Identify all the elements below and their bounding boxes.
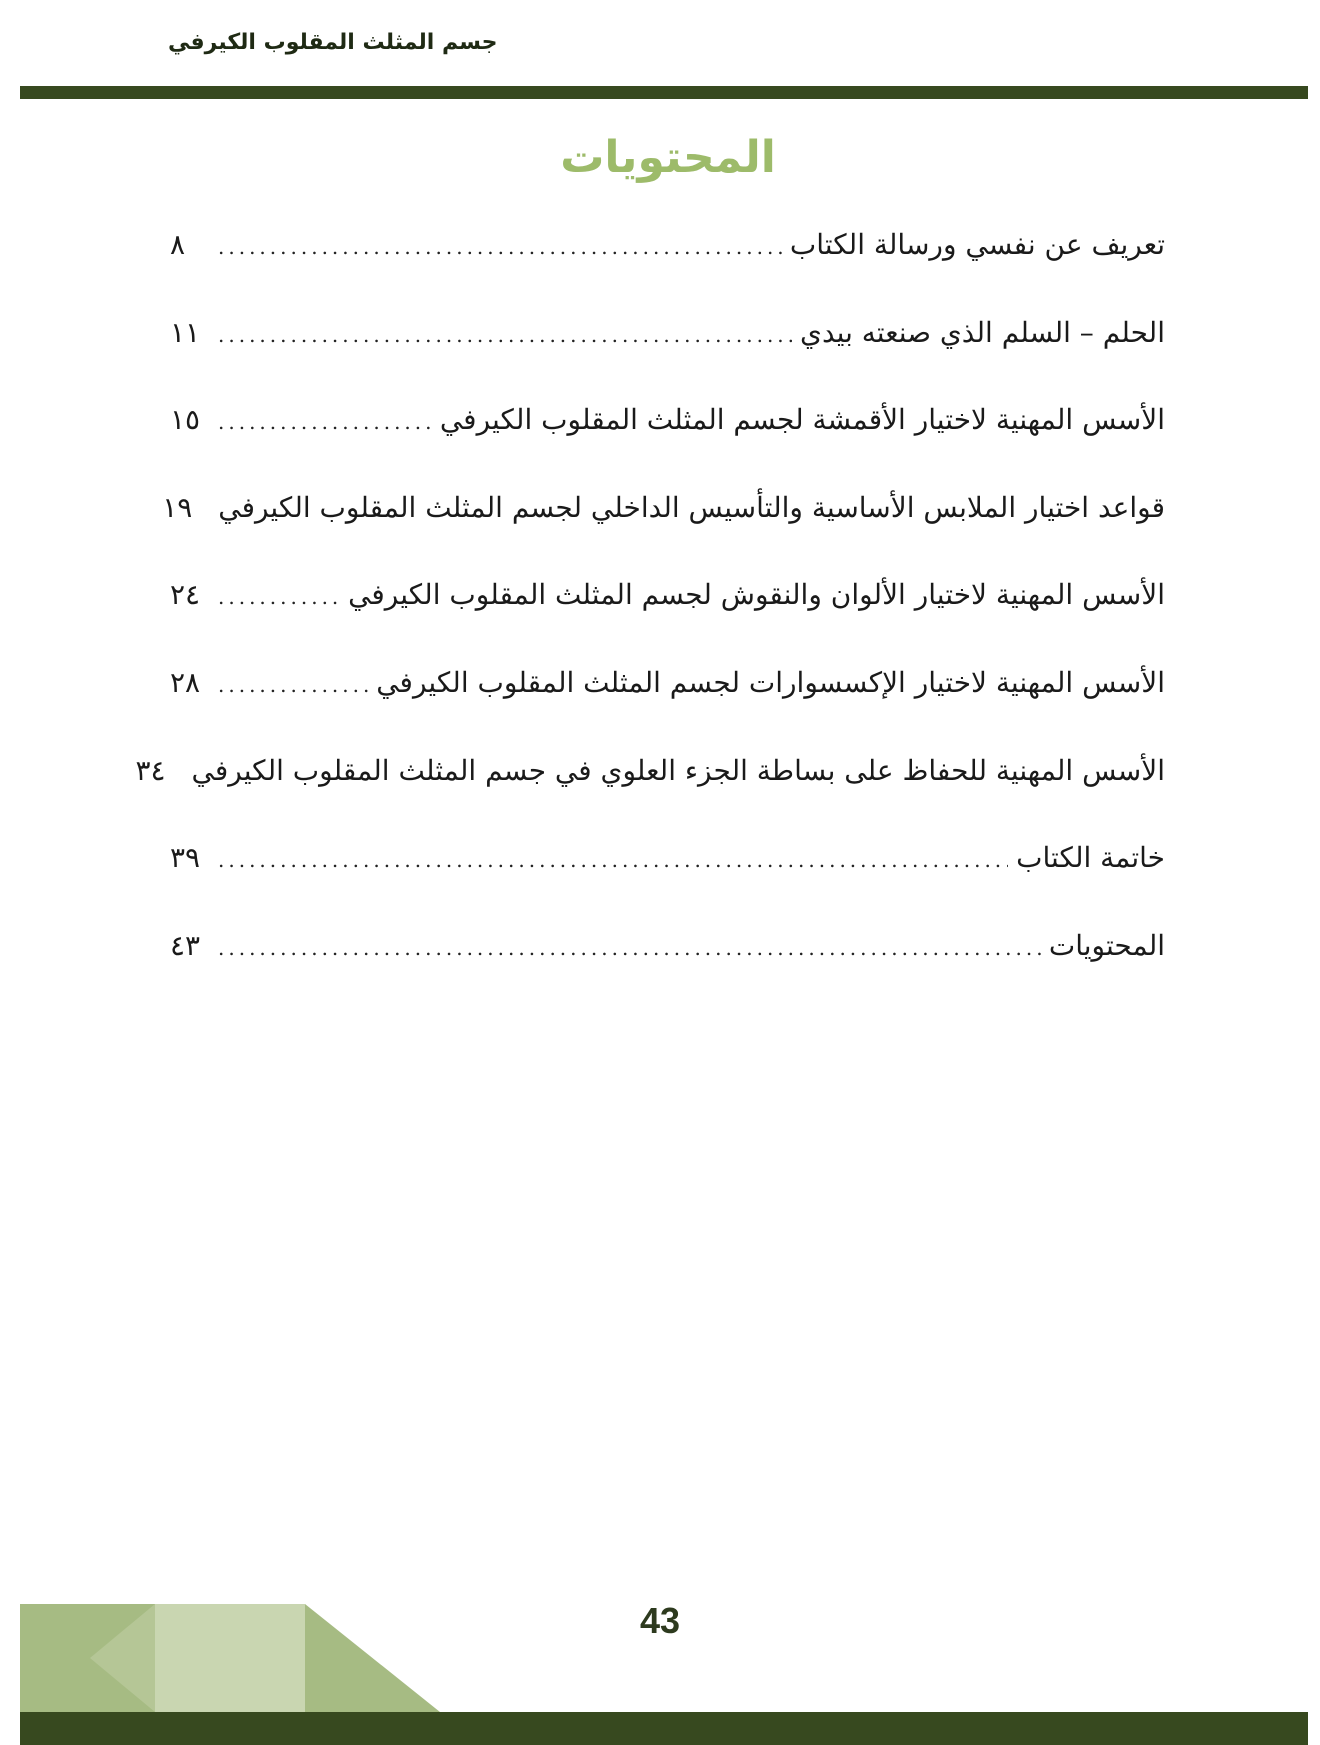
- toc-dot-leader: [218, 410, 432, 434]
- toc-entry[interactable]: [170, 841, 1165, 929]
- toc-entry[interactable]: [170, 316, 1165, 404]
- toc-entry-page: ٨: [170, 228, 186, 261]
- toc-entry-label: الأسس المهنية لاختيار الإكسسوارات لجسم المثلث المقلوب الكيرفي: [376, 665, 1165, 699]
- toc-entry-page: ١١: [170, 315, 201, 349]
- page-title: المحتويات: [560, 132, 776, 183]
- toc-dot-leader: [218, 673, 368, 697]
- toc-entry-label: الحلم – السلم الذي صنعته بيدي: [800, 315, 1165, 349]
- toc-entry-page: ٣٤: [135, 753, 166, 787]
- toc-entry-label: قواعد اختيار الملابس الأساسية والتأسيس الداخلي لجسم المثلث المقلوب الكيرفي: [218, 490, 1165, 524]
- table-of-contents: [135, 228, 1165, 1016]
- toc-entry[interactable]: [170, 666, 1165, 754]
- toc-entry[interactable]: [170, 578, 1165, 666]
- toc-entry-page: ١٥: [170, 403, 201, 437]
- toc-entry[interactable]: [170, 403, 1165, 491]
- toc-entry-label: المحتويات: [1048, 928, 1165, 962]
- toc-entry-page: ٣٩: [170, 841, 201, 875]
- toc-entry[interactable]: [170, 929, 1165, 1017]
- toc-entry-page: ٢٨: [170, 665, 201, 699]
- toc-entry-page: ٤٣: [170, 928, 201, 962]
- footer-rule: [20, 1712, 1308, 1745]
- page-number: 43: [639, 1600, 681, 1641]
- page: [8, 0, 1312, 1745]
- toc-entry-label: الأسس المهنية للحفاظ على بساطة الجزء العلوي في جسم المثلث المقلوب الكيرفي: [191, 753, 1165, 787]
- running-header-title: جسم المثلث المقلوب الكيرفي: [168, 30, 498, 55]
- toc-entry[interactable]: [162, 490, 1165, 579]
- toc-dot-leader: [218, 235, 782, 259]
- toc-entry-label: الأسس المهنية لاختيار الأقمشة لجسم المثلث المقلوب الكيرفي: [439, 403, 1165, 437]
- toc-entry-label: خاتمة الكتاب: [1016, 841, 1165, 875]
- toc-dot-leader: [218, 848, 1008, 872]
- toc-entry[interactable]: [135, 753, 1165, 842]
- toc-dot-leader: [218, 936, 1041, 960]
- header-rule: [20, 86, 1308, 99]
- toc-entry-label: تعريف عن نفسي ورسالة الكتاب: [789, 228, 1165, 261]
- toc-dot-leader: [218, 323, 792, 347]
- toc-entry-page: ١٩: [162, 490, 193, 524]
- toc-dot-leader: [218, 585, 340, 609]
- toc-entry[interactable]: [170, 228, 1165, 316]
- toc-entry-label: الأسس المهنية لاختيار الألوان والنقوش لجسم المثلث المقلوب الكيرفي: [348, 578, 1165, 612]
- toc-entry-page: ٢٤: [170, 578, 201, 612]
